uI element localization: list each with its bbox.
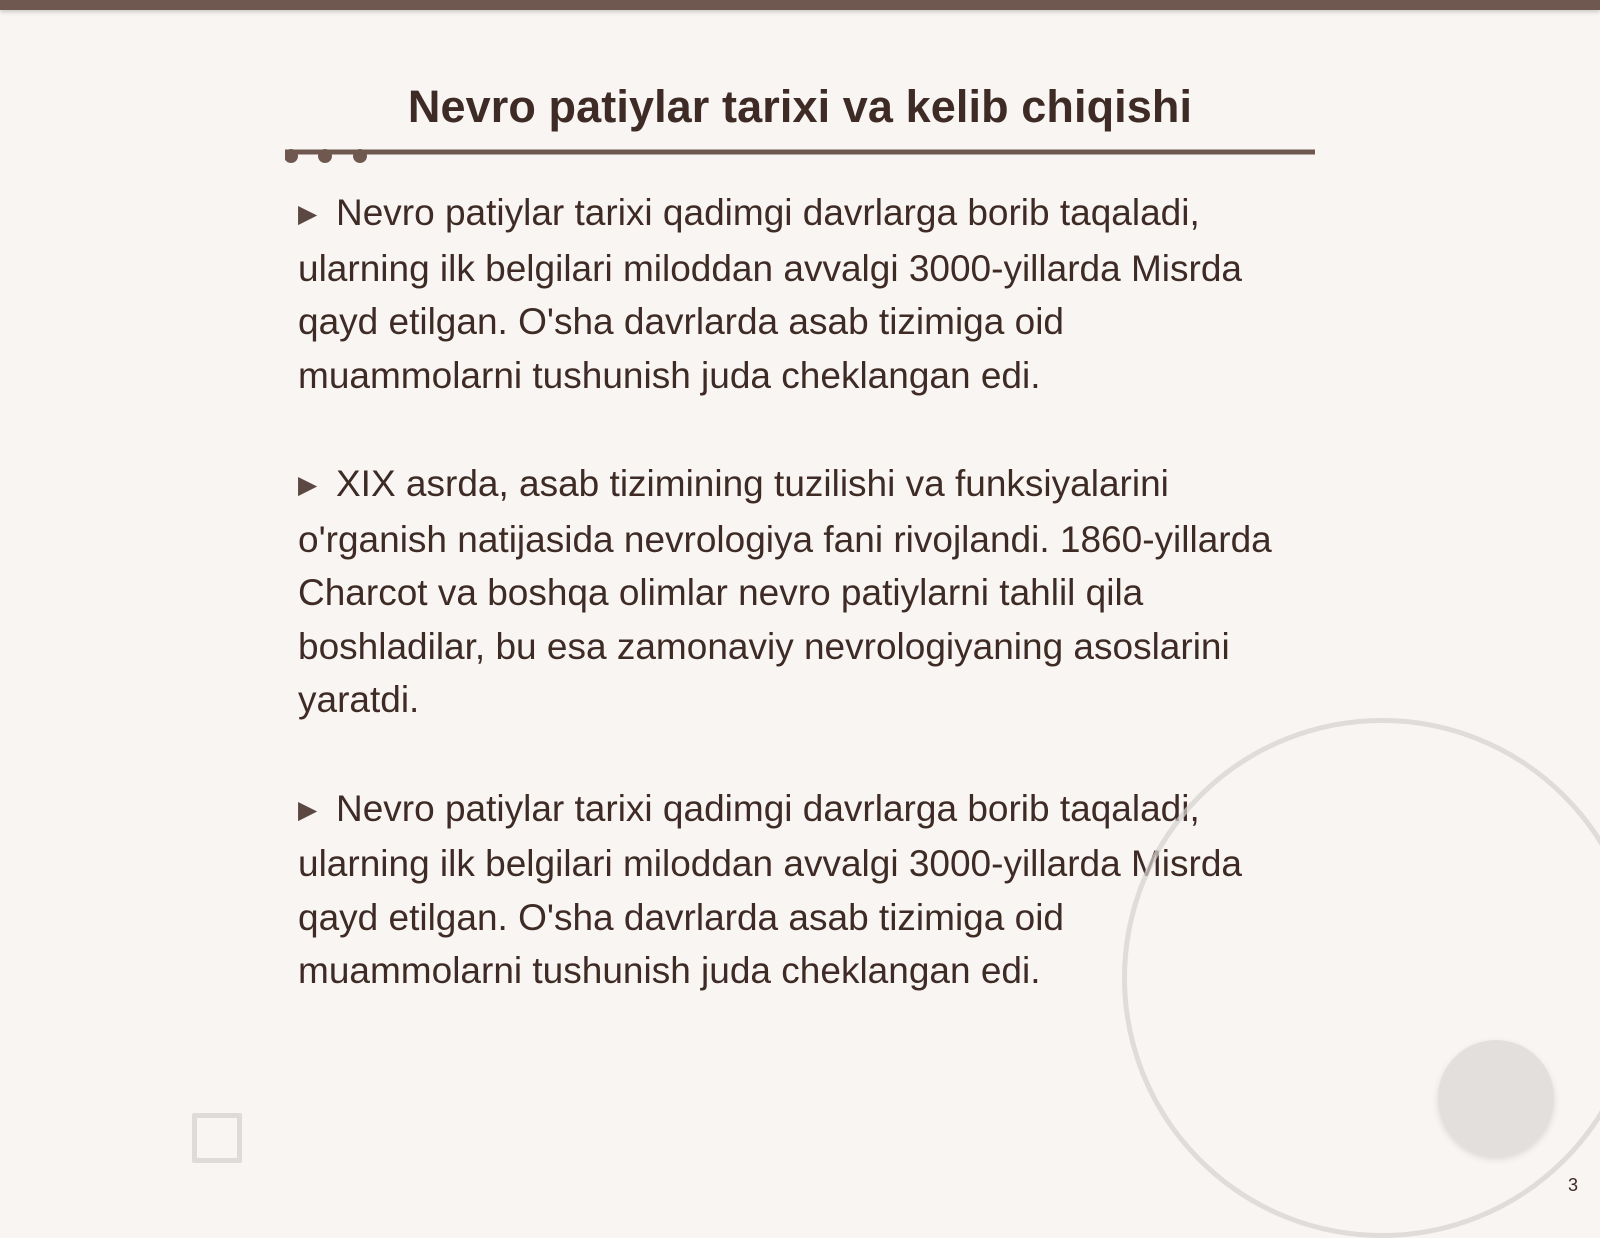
bullet-item <box>298 186 1278 402</box>
decorative-small-circle <box>1438 1040 1554 1156</box>
bullet-text: Nevro patiylar tarixi qadimgi davrlarga borib taqaladi, ularning ilk belgilari miloddan avvalgi 3000-yillarda Misrda qayd etilgan. O'sha davrlarda asab tizimiga oid muammolarni tushunish juda cheklangan edi. <box>298 787 1242 991</box>
slide-title: Nevro patiylar tarixi va kelib chiqishi <box>407 81 1193 132</box>
bullet-text: Nevro patiylar tarixi qadimgi davrlarga borib taqaladi, ularning ilk belgilari miloddan avvalgi 3000-yillarda Misrda qayd etilgan. O'sha davrlarda asab tizimiga oid muammolarni tushunish juda cheklangan edi. <box>298 192 1242 396</box>
bullet-item <box>298 782 1278 998</box>
bullet-text: XIX asrda, asab tizimining tuzilishi va funksiyalarini o'rganish natijasida nevrologiya fani rivojlandi. 1860-yillarda Charcot va boshqa olimlar nevro patiylarni tahlil qila boshladilar, bu esa zamonaviy nevrologiyaning asoslarini yaratdi. <box>298 463 1272 720</box>
triangle-right-icon: ▶ <box>298 200 318 228</box>
divider-dot-icon <box>318 149 332 163</box>
triangle-right-icon: ▶ <box>298 795 318 824</box>
title-divider <box>285 146 1315 166</box>
triangle-right-icon: ▶ <box>298 471 318 499</box>
top-accent-bar <box>0 0 1600 10</box>
page-number: 3 <box>1567 1175 1578 1195</box>
bullet-item <box>298 457 1278 727</box>
divider-dot-icon <box>353 149 367 163</box>
slide-content <box>298 186 1278 1096</box>
decorative-square <box>192 1113 242 1163</box>
